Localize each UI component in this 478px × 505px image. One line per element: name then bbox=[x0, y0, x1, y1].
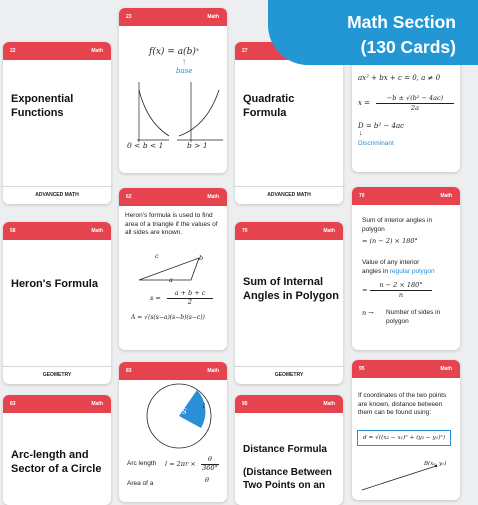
card-title-line1: Quadratic bbox=[243, 93, 295, 105]
n-desc-line1: Number of sides in bbox=[386, 309, 441, 316]
arc-length-text: Arc length bbox=[127, 460, 157, 467]
area-text: Area of a bbox=[127, 480, 154, 487]
up-arrow-icon: ↑ bbox=[182, 57, 186, 66]
card-header bbox=[235, 395, 343, 413]
card-number: 58 bbox=[10, 228, 16, 234]
n-description bbox=[386, 309, 440, 326]
discriminant-label: Discriminant bbox=[358, 140, 394, 147]
eq2-numerator: n − 2 × 180° bbox=[370, 281, 432, 291]
quadratic-equation: ax² + bx + c = 0, a ≠ 0 bbox=[358, 74, 441, 82]
card-herons-formula-detail[interactable] bbox=[119, 188, 227, 350]
eq2-denominator: n bbox=[398, 291, 404, 299]
card-title bbox=[243, 92, 339, 120]
card-herons-formula[interactable] bbox=[3, 222, 111, 384]
card-title-line2: (Distance Between bbox=[243, 467, 332, 478]
exp-formula: f(x) = a(b)ˣ bbox=[149, 47, 200, 57]
card-interior-formula[interactable] bbox=[352, 187, 460, 350]
distance-formula-box: d = √((x₂ − x₁)² + (y₂ − y₁)²) bbox=[357, 430, 451, 446]
card-number: 95 bbox=[359, 366, 365, 372]
arc-l-label: l bbox=[203, 402, 206, 410]
eq2-prefix: = bbox=[362, 286, 368, 294]
area-formula: A = √(s(s−a)(s−b)(s−c)) bbox=[131, 314, 205, 321]
sector-s-label: S bbox=[182, 408, 187, 416]
card-arc-formula[interactable] bbox=[119, 362, 227, 502]
s-label: s = bbox=[150, 294, 161, 302]
card-title bbox=[243, 275, 339, 303]
card-number: 83 bbox=[10, 401, 16, 407]
desc-line3: all sides are known. bbox=[125, 229, 183, 236]
card-header bbox=[119, 362, 227, 380]
s-numerator: a + b + c bbox=[167, 289, 213, 299]
card-title bbox=[11, 92, 107, 120]
banner-title-line2: (130 Cards) bbox=[360, 37, 456, 57]
card-number: 83 bbox=[126, 368, 132, 374]
card-section: Math bbox=[207, 368, 219, 374]
card-title-line2: Angles in Polygon bbox=[243, 290, 339, 302]
card-title: Heron's Formula bbox=[11, 278, 98, 290]
sum-equation: = (n − 2) × 180° bbox=[362, 237, 418, 245]
card-exponential-functions[interactable] bbox=[3, 42, 111, 204]
card-arc-length[interactable] bbox=[3, 395, 111, 505]
card-sum-internal-angles[interactable] bbox=[235, 222, 343, 384]
arc-theta-numerator: θ bbox=[201, 455, 219, 465]
card-section: Math bbox=[207, 194, 219, 200]
interior-desc bbox=[362, 217, 432, 234]
card-header bbox=[119, 8, 227, 26]
circle-sector-diagram bbox=[119, 384, 227, 454]
regular-desc bbox=[362, 259, 435, 276]
card-distance-formula[interactable] bbox=[235, 395, 343, 505]
triangle-diagram bbox=[119, 246, 227, 286]
desc-line3: Value of any interior bbox=[362, 259, 420, 266]
side-b-label: b bbox=[199, 254, 204, 262]
desc-line1: If coordinates of the two points bbox=[358, 392, 447, 399]
card-title bbox=[243, 443, 339, 492]
point-b-label: B(x₂, y₂) bbox=[424, 461, 447, 467]
card-header bbox=[3, 42, 111, 60]
card-section: Math bbox=[91, 228, 103, 234]
card-title-line1: Exponential bbox=[11, 93, 74, 105]
base-label: base bbox=[176, 67, 193, 75]
desc-line2: area of a triangle if the values of bbox=[125, 220, 218, 228]
area-theta: θ bbox=[205, 476, 209, 484]
arc-length-eq: l = 2πr × bbox=[165, 460, 196, 468]
card-title-line2: Functions bbox=[11, 107, 64, 119]
desc-line1: Sum of interior angles in bbox=[362, 217, 433, 224]
card-title-line1: Distance Formula bbox=[243, 444, 327, 455]
x-denominator: 2a bbox=[410, 104, 419, 112]
card-number: 95 bbox=[242, 401, 248, 407]
card-section: Math bbox=[323, 401, 335, 407]
theta-label: θ bbox=[177, 416, 181, 423]
x-label: x = bbox=[358, 99, 371, 107]
card-category: ADVANCED MATH bbox=[235, 186, 343, 204]
card-category: GEOMETRY bbox=[3, 366, 111, 384]
graph-left-label: 0 < b < 1 bbox=[127, 141, 164, 150]
card-section: Math bbox=[91, 401, 103, 407]
card-quadratic-formula[interactable] bbox=[235, 42, 343, 204]
x-numerator: −b ± √(b² − 4ac) bbox=[376, 94, 454, 104]
card-header bbox=[235, 222, 343, 240]
card-header bbox=[352, 360, 460, 378]
card-number: 23 bbox=[126, 14, 132, 20]
s-denominator: 2 bbox=[187, 298, 193, 306]
arc-deg-denominator: 360° bbox=[202, 464, 218, 472]
discriminant-formula: D = b² − 4ac bbox=[358, 122, 405, 130]
card-category: ADVANCED MATH bbox=[3, 186, 111, 204]
n-desc-line2: polygon bbox=[386, 317, 409, 325]
down-arrow-icon: ↓ bbox=[359, 130, 363, 137]
card-title-line1: Sum of Internal bbox=[243, 276, 324, 288]
card-title bbox=[11, 448, 107, 476]
desc-line4-prefix: angles in bbox=[362, 267, 390, 275]
card-section: Math bbox=[91, 48, 103, 54]
card-section: Math bbox=[323, 228, 335, 234]
card-number: 27 bbox=[242, 48, 248, 54]
card-title-line3: Two Points on an bbox=[243, 480, 326, 491]
desc-line2: are known, distance between bbox=[358, 400, 443, 408]
radius-label: r bbox=[181, 424, 184, 431]
side-a-label: a bbox=[169, 276, 173, 284]
distance-desc bbox=[358, 392, 446, 418]
card-header bbox=[3, 395, 111, 413]
herons-description bbox=[125, 212, 218, 238]
card-section: Math bbox=[440, 366, 452, 372]
card-distance-detail[interactable] bbox=[352, 360, 460, 500]
desc-line1: Heron's formula is used to find bbox=[125, 212, 213, 219]
card-title-line2: Formula bbox=[243, 107, 287, 119]
card-category: GEOMETRY bbox=[235, 366, 343, 384]
card-title-line1: Arc-length and bbox=[11, 449, 89, 461]
card-number: 70 bbox=[359, 193, 365, 199]
card-number: 70 bbox=[242, 228, 248, 234]
banner-title-line1: Math Section bbox=[347, 12, 456, 32]
regular-polygon-link: regular polygon bbox=[389, 267, 435, 275]
math-section-banner bbox=[268, 0, 478, 65]
card-header bbox=[352, 187, 460, 205]
card-header bbox=[119, 188, 227, 206]
card-number: 62 bbox=[126, 194, 132, 200]
desc-line2: polygon bbox=[362, 225, 385, 233]
card-number: 22 bbox=[10, 48, 16, 54]
card-title-line2: Sector of a Circle bbox=[11, 463, 102, 475]
n-label: n → bbox=[362, 309, 374, 317]
side-c-label: c bbox=[155, 252, 159, 260]
card-section: Math bbox=[440, 193, 452, 199]
graph-right-label: b > 1 bbox=[187, 141, 208, 150]
card-section: Math bbox=[207, 14, 219, 20]
card-header bbox=[3, 222, 111, 240]
desc-line3: them can be found using: bbox=[358, 409, 431, 416]
card-exponential-graph[interactable] bbox=[119, 8, 227, 173]
